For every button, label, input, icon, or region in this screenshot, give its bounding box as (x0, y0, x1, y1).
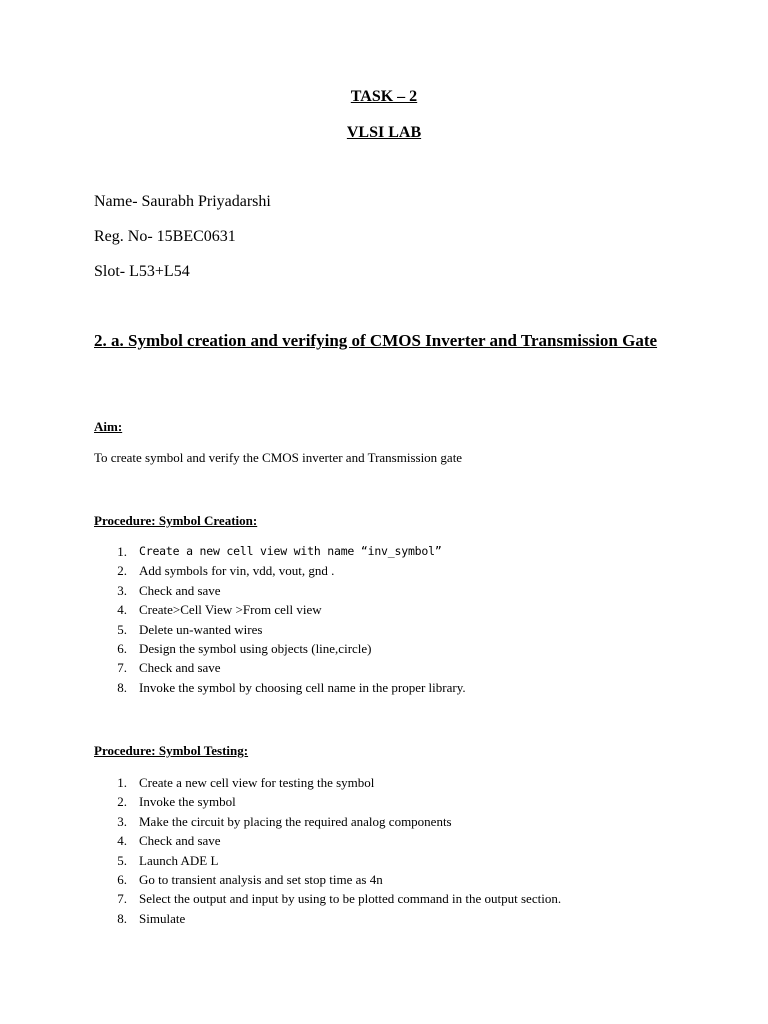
step-text: Make the circuit by placing the required analog components (139, 813, 452, 829)
step-number: 5. (117, 621, 127, 637)
step-text: Invoke the symbol by choosing cell name in the proper library. (139, 679, 466, 695)
step-text: Design the symbol using objects (line,circle) (139, 640, 372, 656)
step-text: Launch ADE L (139, 852, 219, 868)
step-number: 6. (117, 871, 127, 887)
student-name: Name- Saurabh Priyadarshi (94, 193, 271, 210)
section-heading: 2. a. Symbol creation and verifying of CMOS Inverter and Transmission Gate (94, 331, 658, 350)
step-number: 8. (117, 679, 127, 695)
step-text: Simulate (139, 910, 186, 926)
step-text: Create a new cell view for testing the symbol (139, 775, 375, 790)
step-text: Add symbols for vin, vdd, vout, gnd . (139, 563, 335, 579)
step-number: 7. (117, 660, 127, 676)
step-text: Delete un-wanted wires (139, 621, 263, 637)
step-text: Go to transient analysis and set stop time as 4n (139, 871, 383, 887)
step-number: 2. (117, 794, 127, 810)
step-text: Invoke the symbol (139, 794, 236, 810)
step-number: 3. (117, 582, 127, 598)
step-text: Check and save (139, 833, 221, 849)
lab-title: VLSI LAB (346, 124, 422, 141)
step-text: Create>Cell View >From cell view (139, 602, 322, 618)
step-number: 5. (117, 852, 127, 868)
step-number: 1. (117, 544, 127, 559)
step-text: Check and save (139, 582, 221, 598)
step-number: 2. (117, 563, 127, 579)
step-number: 1. (117, 775, 127, 790)
step-number: 6. (117, 640, 127, 656)
step-number: 8. (117, 910, 127, 926)
procedure-creation-label: Procedure: Symbol Creation: (94, 513, 258, 528)
procedure-testing-label: Procedure: Symbol Testing: (94, 743, 249, 758)
step-text: Check and save (139, 660, 221, 676)
step-number: 3. (117, 813, 127, 829)
step-text: Select the output and input by using to be plotted command in the output section. (139, 891, 562, 907)
step-number: 7. (117, 891, 127, 907)
aim-text: To create symbol and verify the CMOS inverter and Transmission gate (94, 450, 463, 465)
task-title: TASK – 2 (350, 88, 418, 105)
step-number: 4. (117, 833, 127, 849)
registration-number: Reg. No- 15BEC0631 (94, 228, 236, 245)
aim-label: Aim: (94, 419, 123, 434)
step-text: Create a new cell view with name “inv_symbol” (139, 544, 442, 558)
slot-info: Slot- L53+L54 (94, 263, 190, 280)
step-number: 4. (117, 602, 127, 618)
